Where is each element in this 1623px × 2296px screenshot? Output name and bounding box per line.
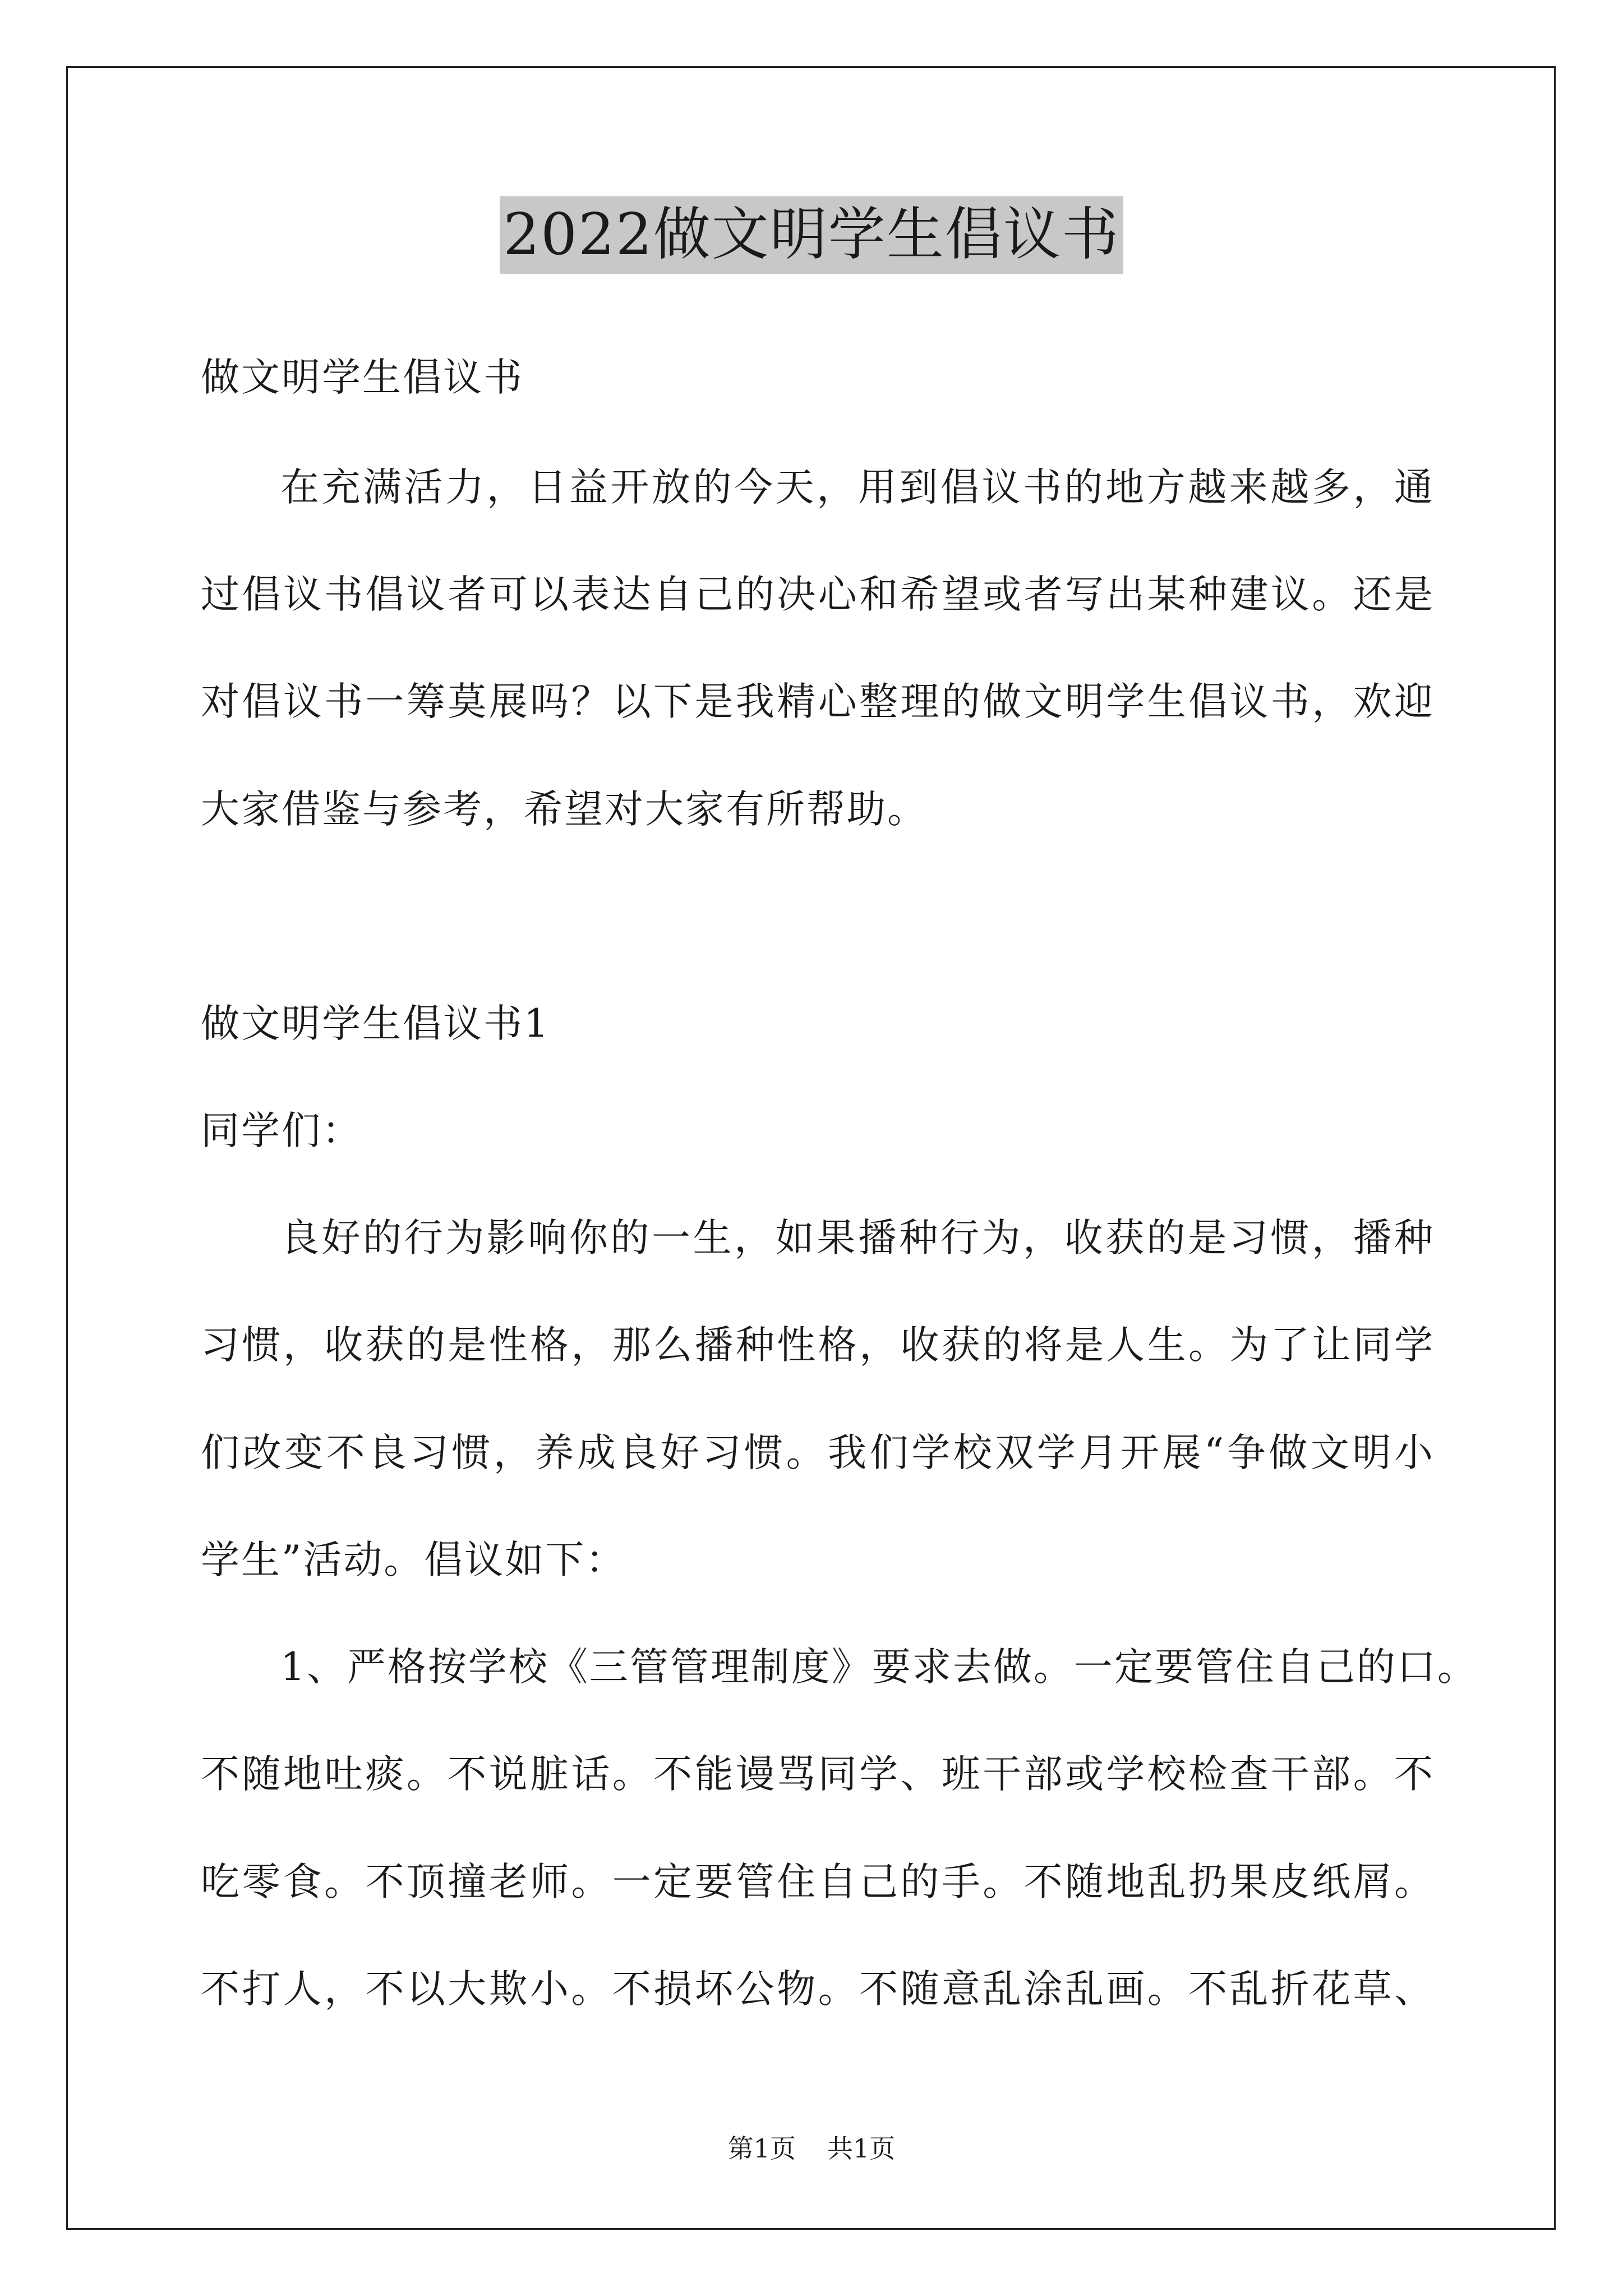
subtitle: 做文明学生倡议书	[201, 355, 524, 400]
page-footer	[0, 2132, 1623, 2165]
paragraph-line: 对倡议书一筹莫展吗？以下是我精心整理的做文明学生倡议书，欢迎	[201, 679, 1435, 724]
page-number-total: 共1页	[827, 2133, 896, 2164]
paragraph-line: 们改变不良习惯，养成良好习惯。我们学校双学月开展“争做文明小	[201, 1430, 1435, 1475]
paragraph-line: 1、严格按学校《三管管理制度》要求去做。一定要管住自己的口。	[280, 1645, 1478, 1690]
section-heading: 做文明学生倡议书1	[201, 1001, 550, 1046]
paragraph-line: 过倡议书倡议者可以表达自己的决心和希望或者写出某种建议。还是	[201, 572, 1435, 617]
document-title: 2022做文明学生倡议书	[500, 196, 1123, 274]
paragraph-line: 不打人，不以大欺小。不损坏公物。不随意乱涂乱画。不乱折花草、	[201, 1967, 1435, 2012]
title-container	[0, 196, 1623, 274]
paragraph-line: 良好的行为影响你的一生，如果播种行为，收获的是习惯，播种	[280, 1216, 1435, 1260]
paragraph-line: 吃零食。不顶撞老师。一定要管住自己的手。不随地乱扔果皮纸屑。	[201, 1860, 1435, 1904]
paragraph-line: 在充满活力，日益开放的今天，用到倡议书的地方越来越多，通	[280, 465, 1435, 510]
paragraph-line: 学生”活动。倡议如下：	[201, 1538, 626, 1582]
paragraph-line: 不随地吐痰。不说脏话。不能谩骂同学、班干部或学校检查干部。不	[201, 1752, 1435, 1797]
paragraph-line: 习惯，收获的是性格，那么播种性格，收获的将是人生。为了让同学	[201, 1323, 1435, 1368]
page-number-current: 第1页	[727, 2133, 796, 2164]
paragraph-line: 大家借鉴与参考，希望对大家有所帮助。	[201, 787, 928, 832]
salutation: 同学们：	[201, 1108, 362, 1153]
